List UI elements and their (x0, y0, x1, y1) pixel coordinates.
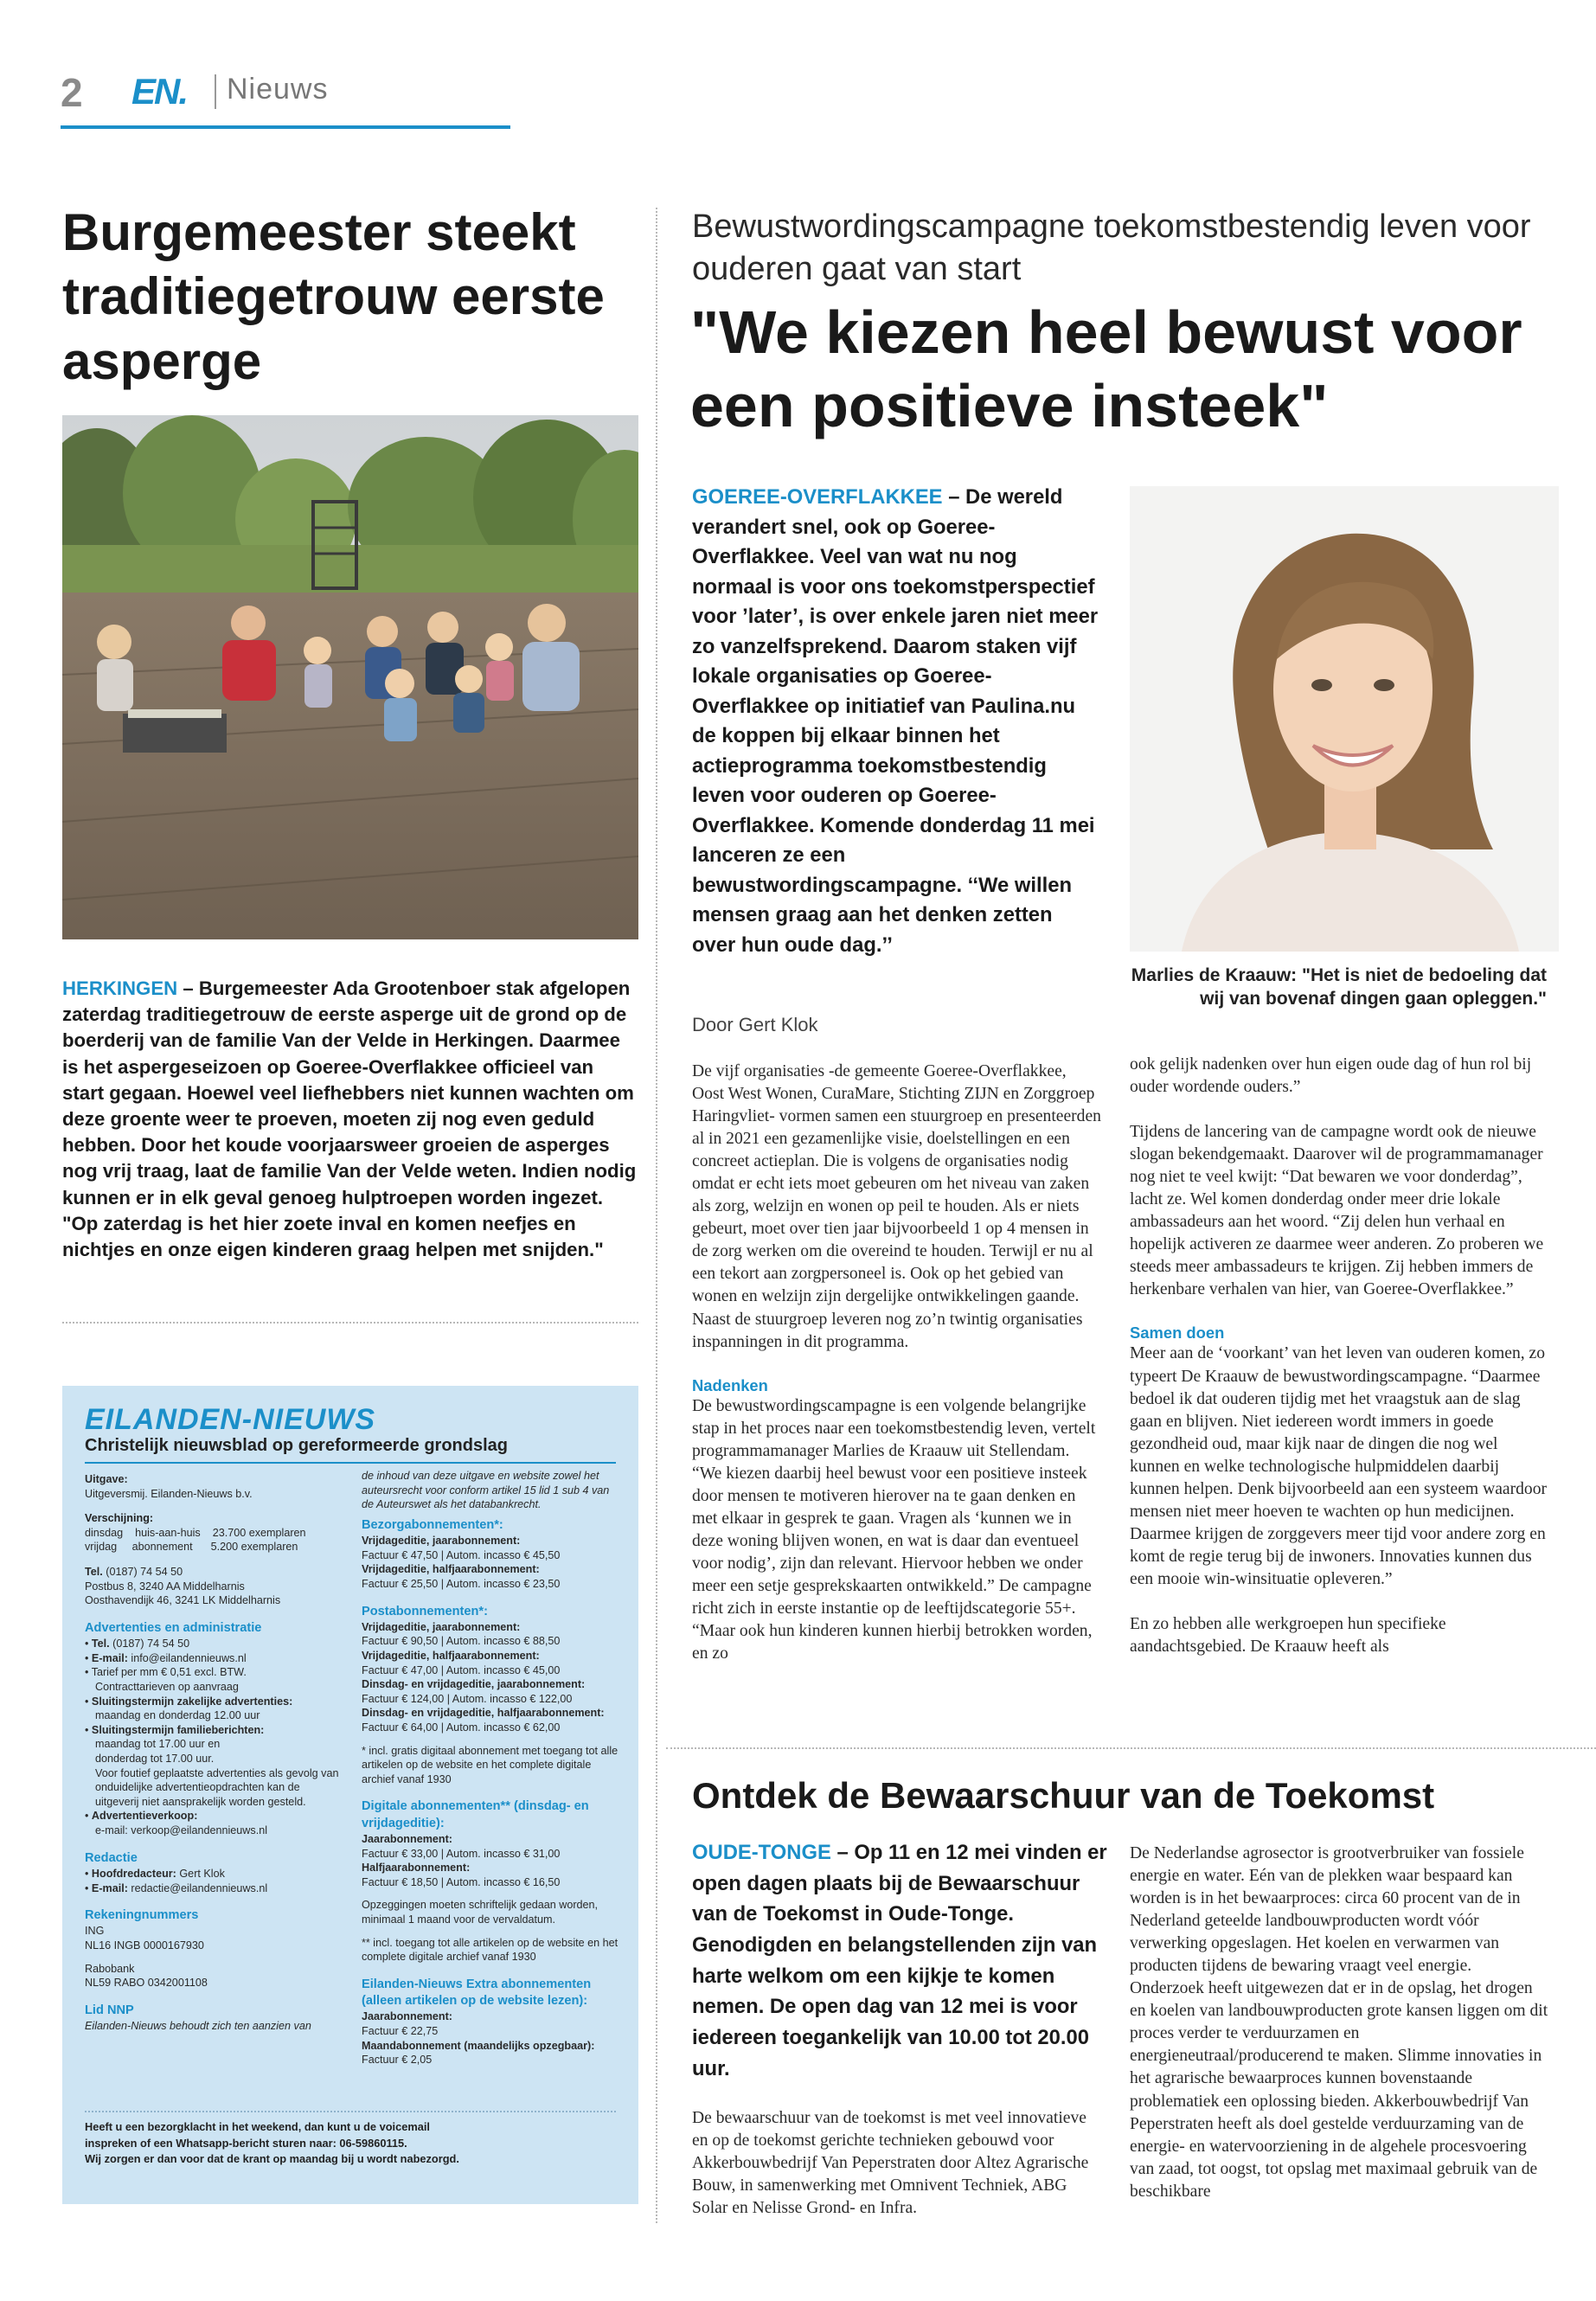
sub-price: Factuur € 64,00 | Autom. incasso € 62,00 (362, 1721, 561, 1734)
bank-account: NL16 INGB 0000167930 (85, 1939, 204, 1952)
colophon-tagline: Christelijk nieuwsblad op gereformeerde grondslag (85, 1436, 508, 1455)
sub-type: Vrijdageditie, halfjaarabonnement: (362, 1649, 540, 1662)
hoofdred-label: Hoofdredacteur: (91, 1867, 176, 1880)
opzeg-note: Opzeggingen moeten schriftelijk gedaan worden, minimaal 1 maand voor de vervaldatum. (362, 1899, 599, 1926)
subheading-nadenken: Nadenken (692, 1375, 768, 1394)
right-divider (666, 1747, 1596, 1749)
sub-price: Factuur € 47,00 | Autom. incasso € 45,00 (362, 1663, 561, 1676)
bank-account: NL59 RABO 0342001108 (85, 1977, 208, 1990)
colophon-footer (85, 2119, 616, 2168)
sub-type: Dinsdag- en vrijdageditie, jaarabonnement: (362, 1678, 586, 1691)
uitgave-label: Uitgave: (85, 1473, 128, 1485)
header-divider (215, 74, 216, 109)
sub-price: Factuur € 47,50 | Autom. incasso € 45,50 (362, 1548, 561, 1561)
footer-line: inspreken of een Whatsapp-bericht sturen naar: 06-59860115. (85, 2136, 407, 2150)
adv-tel: (0187) 74 54 50 (109, 1638, 190, 1650)
body-paragraph: De bewaarschuur van de toekomst is met veel innovatieve en op de toekomst gerichte technieken gebouwd voor Akkerbouwbedrijf Van Peperstraten door Altez Agrarische Bouw, in samenwerking met Omnivent Techniek, ABG Solar en Nelisse Grond- en Infra. (692, 2109, 1089, 2218)
body-paragraph: De bewustwordingscampagne is een volgende belangrijke stap in het proces naar een toekomstbestendig leven, vertelt programmamanager Marlies de Kraauw uit Stellendam. “We kiezen daarbij heel bewust voor een positieve insteek door mensen te motiveren hierover na te gaan denken en met elkaar in gesprek te gaan. Vragen als ‘kunnen we in deze woning blijven wonen, en wat is daar dan eventueel voor nodig’, zijn dan relevant. Hiervoor hebben we onder meer een setje gesprekskaarten ontwikkeld.” De campagne richt zich in eerste instantie op de leeftijdscategorie 55+. “Maar ook hun kinderen kunnen hierbij betrokken worden, en zo (692, 1396, 1096, 1663)
adv-sluit-fam-val: donderdag tot 17.00 uur. (95, 1753, 215, 1765)
main-body-column-2 (1130, 1054, 1548, 1658)
sub-price: Factuur € 33,00 | Autom. incasso € 31,00 (362, 1847, 561, 1860)
asparagus-lead-text: – Burgemeester Ada Grootenboer stak afgelopen zaterdag traditiegetrouw de eerste asperge uit de grond op de boerderij van de familie Van der Velde in Herkingen. Daarmee is het aspergeseizoen op Goeree-Overflakkee officieel van start gegaan. Hoewel veel liefhebbers niet kunnen wachten om deze groente weer te proeven, moeten zij nog even geduld hebben. Door het koude voorjaarsweer groeien de asperges nog vrij traag, laat de familie Van der Velde weten. Indien nodig kunnen er in elk geval genoeg hulptroepen worden ingezet. "Op zaterdag is het hier zoete inval en komen neefjes en nichtjes en onze eigen kinderen graag helpen met snijden." (62, 977, 637, 1260)
colophon-logo: EILANDEN-NIEUWS (85, 1403, 376, 1436)
nnp-heading: Lid NNP (85, 2003, 134, 2017)
colophon (62, 1386, 638, 2204)
adv-email[interactable]: info@eilandennieuws.nl (127, 1651, 247, 1664)
sub-price: Factuur € 18,50 | Autom. incasso € 16,50 (362, 1875, 561, 1888)
asparagus-headline: Burgemeester steekt traditiegetrouw eerste asperge (62, 203, 605, 390)
adv-sluit-fam-val: maandag tot 17.00 uur en (95, 1738, 221, 1751)
column-separator (656, 208, 657, 2223)
main-kicker: GOEREE-OVERFLAKKEE (692, 485, 943, 509)
bezorg-heading: Bezorgabonnementen*: (362, 1517, 503, 1532)
body-paragraph: De Nederlandse agrosector is grootverbruiker van fossiele energie en water. Eén van de plekken waar bespaard kan worden is in het bewaarproces: circa 60 procent van de in Nederland geteelde landbouwproducten wordt vóór verwerking opgeslagen. Het koelen en verwarmen van producten tijdens de bewaring vraagt veel energie. Onderzoek heeft uitgewezen dat er in de opslag, het drogen en koelen van landbouwproducten grote kansen liggen om dit proces verder te verduurzamen en energieneutraal/producerend te maken. Slimme innovaties in het agrarische bewaarproces kunnen bovenstaande problematiek een oplossing bieden. Akkerbouwbedrijf Van Peperstraten heeft als doel gestelde verduurzaming van de energie- en watervoorziening in de algehele procesvoering van zaad, tot oogst, tot opslag met maximaal gebruik van de beschikbare (1130, 1844, 1548, 2201)
hoofdred: Gert Klok (176, 1867, 225, 1880)
asparagus-kicker: HERKINGEN (62, 977, 178, 999)
sub-price: Factuur € 124,00 | Autom. incasso € 122,00 (362, 1692, 573, 1705)
left-divider (62, 1322, 638, 1324)
rights-text: de inhoud van deze uitgave en website zowel het auteursrecht voor conform artikel 15 lid 1 sub 4 van de Auteurswet als het databankrecht. (362, 1470, 610, 1511)
bewaarschuur-lead-text: – Op 11 en 12 mei vinden er open dagen plaats bij de Bewaarschuur van de Toekomst in Oude-Tonge. Genodigden en belangstellenden zijn van harte welkom om een kijkje te komen nemen. De open dag van 12 mei is voor iedereen toegankelijk van 10.00 tot 20.00 uur. (692, 1841, 1107, 2080)
sub-type: Jaarabonnement: (362, 1832, 452, 1845)
address-line: Oosthavendijk 46, 3241 LK Middelharnis (85, 1594, 281, 1607)
uitgave-value: Uitgeversmij. Eilanden-Nieuws b.v. (85, 1487, 253, 1500)
adv-tel-label: Tel. (91, 1638, 110, 1650)
red-email[interactable]: redactie@eilandennieuws.nl (127, 1881, 268, 1894)
bank-name: ING (85, 1925, 105, 1938)
colophon-left-column: Uitgave: Uitgeversmij. Eilanden-Nieuws b.v. Verschijning: dinsdag huis-aan-huis 23.700 exemplaren vrijdag abonnement 5.200 exemplaren Tel. (0187) 74 54 50 Postbus 8, 3240 AA Middelharnis Oosthavendijk 46, 3241 LK Middelharnis Advertenties en administratie • Tel. (0187) 74 54 50 • E-mail: info@eilandennieuws.nl • Tarief per mm € 0,51 excl. BTW. Contracttarieven op aanvraag • Sluitingstermijn zakelijke advertenties: maandag en donderdag 12.00 uur • Sluitingstermijn familieberichten: maandag tot 17.00 uur en donderdag tot 17.00 uur. Voor foutief geplaatste advertenties als gevolg van onduidelijke advertentieopdrachten kan de uitgeverij niet aansprakelijk worden gesteld. • Advertentieverkoop: e-mail: verkoop@eilandennieuws.nl Redactie • Hoofdredacteur: Gert Klok • E-mail: redactie@eilandennieuws.nl Rekeningnummers ING NL16 INGB 0000167930 Rabobank NL59 RABO 0342001108 Lid NNP Eilanden-Nieuws behoudt zich ten aanzien van (85, 1472, 344, 2034)
sub-price: Factuur € 22,75 (362, 2024, 439, 2037)
adv-verkoop: Advertentieverkoop: (91, 1810, 198, 1823)
main-lead-text: – De wereld verandert snel, ook op Goeree-Overflakkee. Veel van wat nu nog normaal is voor ons toekomstperspectief voor ’later’, is over enkele jaren niet meer zo vanzelfsprekend. Daarom staken vijf lokale organisaties op Goeree-Overflakkee op initiatief van Paulina.nu de koppen bij elkaar binnen het actieprogramma toekomstbestendig leven voor ouderen op Goeree-Overflakkee. Komende donderdag 11 mei lanceren ze een bewustwordingscampagne. ‘‘We willen mensen graag aan het denken zetten over hun oude dag.’’ (692, 485, 1099, 957)
main-body-column-1 (692, 1061, 1102, 1665)
main-lead (692, 483, 1099, 960)
section-title: Nieuws (227, 73, 329, 106)
adv-sluit-zak: Sluitingstermijn zakelijke advertenties: (91, 1695, 293, 1708)
post-note: * incl. gratis digitaal abonnement met toegang tot alle artikelen op de website en het complete digitale archief vanaf 1930 (362, 1744, 619, 1785)
verschijning-line: vrijdag abonnement 5.200 exemplaren (85, 1541, 298, 1554)
sub-price: Factuur € 25,50 | Autom. incasso € 23,50 (362, 1577, 561, 1590)
footer-line: Heeft u een bezorgklacht in het weekend, dan kunt u de voicemail (85, 2120, 430, 2133)
body-paragraph: ook gelijk nadenken over hun eigen oude dag of hun rol bij ouder wordende ouders.” (1130, 1055, 1532, 1097)
verschijning-line: dinsdag huis-aan-huis 23.700 exemplaren (85, 1526, 306, 1539)
footer-line: Wij zorgen er dan voor dat de krant op maandag bij u wordt nabezorgd. (85, 2152, 459, 2166)
header-rule (61, 125, 510, 129)
subheading-samen-doen: Samen doen (1130, 1324, 1225, 1343)
body-paragraph: De vijf organisaties -de gemeente Goeree-Overflakkee, Oost West Wonen, CuraMare, Stichting ZIJN en Zorggroep Haringvliet- vormen samen een stuurgroep en presenteerden al in 2021 een gezamenlijke visie, doelstellingen en een concreet actieplan. Die is volgens de organisaties nodig omdat er echt iets moet gebeuren om het niveau van zaken als zorg, welzijn en wonen op peil te houden. Als er niets gebeurt, moet over tien jaar bijvoorbeeld 1 op 4 mensen in de zorg werken om die overeind te houden. Terwijl er nu al een tekort aan zorgpersoneel is. Ook op het gebied van wonen en welzijn zijn dergelijke ontwikkelingen gaande. Naast de stuurgroep leveren nog zo’n twintig organisaties inspanningen in dit programma. (692, 1062, 1101, 1351)
digital-heading: Digitale abonnementen** (dinsdag- en vrijdageditie): (362, 1799, 589, 1830)
sub-type: Halfjaarabonnement: (362, 1862, 471, 1875)
bank-name: Rabobank (85, 1962, 135, 1975)
sub-type: Dinsdag- en vrijdageditie, halfjaarabonnement: (362, 1707, 605, 1720)
adv-disclaimer: Voor foutief geplaatste advertenties als gevolg van onduidelijke advertentieopdrachten kan de uitgeverij niet aansprakelijk worden gesteld. (95, 1766, 339, 1808)
bewaarschuur-lead (692, 1837, 1107, 2085)
byline: Door Gert Klok (692, 1014, 818, 1035)
asparagus-photo (62, 415, 638, 939)
newspaper-logo: EN. (131, 71, 188, 112)
digital-note: ** incl. toegang tot alle artikelen op de website en het complete digitale archief vanaf 1930 (362, 1936, 619, 1964)
adv-sluit-fam: Sluitingstermijn familieberichten: (91, 1723, 265, 1736)
main-headline: "We kiezen heel bewust voor een positieve insteek" (690, 298, 1522, 440)
body-paragraph: En zo hebben alle werkgroepen hun specifieke aandachtsgebied. De Kraauw heeft als (1130, 1614, 1446, 1657)
body-paragraph: Meer aan de ‘voorkant’ van het leven van ouderen komen, zo typeert De Kraauw de bewustwordingscampagne. “Daarmee bedoel ik dat ouderen tijdig met het vraagstuk aan de slag gaan en blijven. Niet iedereen wordt immers in goede gezondheid oud, maar kijk naar de dingen die nog wel kunnen en welke technologische hulpmiddelen daarbij kunnen helpen. Denk bijvoorbeeld aan een systeem waardoor mensen niet meer hoeven te wachten op hun medicijnen. Daarmee krijgen de zorggevers meer tijd voor andere zorg en komt de regie terug bij de inwoners. Innovaties kunnen dus een mooie win-winsituatie opleveren.” (1130, 1344, 1548, 1588)
adv-email-label: E-mail: (91, 1651, 128, 1664)
bewaarschuur-body-column-1 (692, 2107, 1102, 2220)
advertising-heading: Advertenties en administratie (85, 1620, 262, 1635)
redactie-heading: Redactie (85, 1850, 138, 1865)
rekening-heading: Rekeningnummers (85, 1908, 199, 1923)
main-subheadline: Bewustwordingscampagne toekomstbestendig leven voor ouderen gaat van start (692, 208, 1531, 287)
tel-value: (0187) 74 54 50 (102, 1566, 183, 1579)
verschijning-label: Verschijning: (85, 1512, 154, 1525)
sub-type: Vrijdageditie, jaarabonnement: (362, 1620, 521, 1633)
colophon-footer-rule (85, 2111, 616, 2112)
page-number: 2 (61, 70, 83, 115)
bewaarschuur-kicker: OUDE-TONGE (692, 1841, 831, 1864)
nnp-text: Eilanden-Nieuws behoudt zich ten aanzien van (85, 2020, 311, 2033)
red-email-label: E-mail: (91, 1881, 128, 1894)
extra-heading: Eilanden-Nieuws Extra abonnementen (alleen artikelen op de website lezen): (362, 1977, 592, 2009)
address-line: Postbus 8, 3240 AA Middelharnis (85, 1580, 245, 1593)
sub-type: Jaarabonnement: (362, 2010, 452, 2023)
post-heading: Postabonnementen*: (362, 1604, 488, 1618)
asparagus-lead (62, 976, 638, 1263)
adv-verkoop-mail[interactable]: e-mail: verkoop@eilandennieuws.nl (95, 1824, 267, 1837)
bewaarschuur-headline: Ontdek de Bewaarschuur van de Toekomst (692, 1775, 1435, 1816)
adv-tarief: Tarief per mm € 0,51 excl. BTW. (91, 1666, 247, 1679)
bewaarschuur-body-column-2 (1130, 1843, 1548, 2203)
colophon-right-column (362, 1469, 621, 2067)
colophon-rule (85, 1462, 616, 1464)
sub-price: Factuur € 2,05 (362, 2054, 433, 2067)
sub-price: Factuur € 90,50 | Autom. incasso € 88,50 (362, 1635, 561, 1648)
sub-type: Vrijdageditie, jaarabonnement: (362, 1535, 521, 1548)
body-paragraph: Tijdens de lancering van de campagne wordt ook de nieuwe slogan bekendgemaakt. Daarover wil de programmamanager nog niet te veel kwijt: “Dat bewaren we voor donderdag”, lacht ze. Wel komen donderdag onder meer drie lokale ambassadeurs aan het woord. “Zij delen hun verhaal en hopelijk activeren ze daarmee weer anderen. Zo proberen we steeds meer ambassadeurs te krijgen. Zij hebben immers de herkenbare verhalen van hier, van Goeree-Overflakkee.” (1130, 1123, 1544, 1299)
portrait-photo (1130, 486, 1559, 952)
sub-type: Maandabonnement (maandelijks opzegbaar): (362, 2039, 595, 2052)
adv-sluit-zak-val: maandag en donderdag 12.00 uur (95, 1709, 260, 1722)
sub-type: Vrijdageditie, halfjaarabonnement: (362, 1563, 540, 1576)
tel-label: Tel. (85, 1566, 103, 1579)
photo-caption: Marlies de Kraauw: "Het is niet de bedoeling dat wij van bovenaf dingen gaan opleggen." (1131, 965, 1547, 1009)
adv-contract: Contracttarieven op aanvraag (95, 1680, 239, 1693)
